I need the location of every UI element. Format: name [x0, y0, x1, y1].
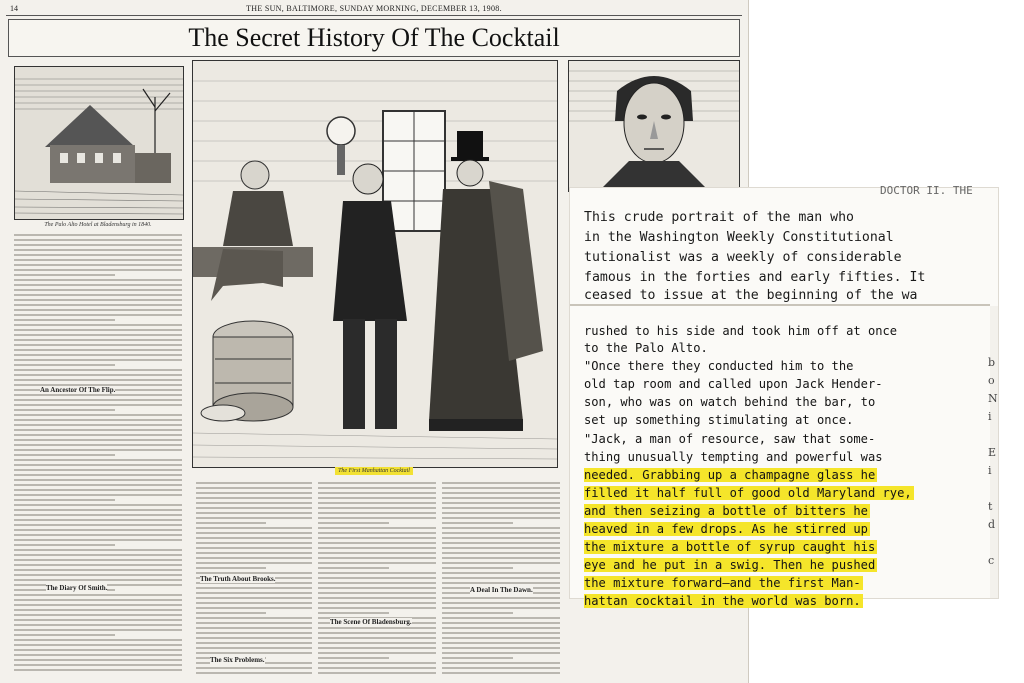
body-text-line — [442, 647, 560, 649]
lower-line-12-highlighted: heaved in a few drops. As he stirred up — [584, 522, 868, 536]
body-text-line — [196, 482, 312, 484]
body-text-line — [442, 582, 560, 584]
text-column-4 — [442, 482, 560, 677]
body-text-line — [14, 359, 182, 361]
text-column-1 — [14, 234, 182, 674]
body-text-line — [14, 454, 115, 456]
lower-line-14-highlighted: eye and he put in a swig. Then he pushed — [584, 558, 876, 572]
adjacent-letter: b — [988, 356, 996, 369]
body-text-line — [318, 547, 436, 549]
body-text-line — [442, 517, 560, 519]
body-text-line — [318, 642, 436, 644]
body-text-line — [196, 492, 312, 494]
body-text-line — [14, 504, 182, 506]
adjacent-letter: d — [988, 518, 996, 531]
body-text-line — [196, 562, 312, 564]
body-text-line — [14, 534, 182, 536]
body-text-line — [442, 502, 560, 504]
body-text-line — [14, 509, 182, 511]
subhead-ancestor: An Ancestor Of The Flip. — [40, 386, 116, 394]
body-text-line — [442, 507, 560, 509]
cocktail-caption: The First Manhattan Cocktail — [338, 468, 410, 474]
body-text-line — [14, 629, 182, 631]
body-text-line — [196, 522, 266, 524]
body-text-line — [14, 559, 182, 561]
body-text-line — [14, 379, 182, 381]
body-text-line — [442, 527, 560, 529]
body-text-line — [442, 487, 560, 489]
body-text-line — [442, 637, 560, 639]
body-text-line — [442, 632, 560, 634]
body-text-line — [318, 612, 389, 614]
upper-line-4: famous in the forties and early fifties. It — [584, 270, 926, 285]
body-text-line — [318, 632, 436, 634]
adjacent-letter: E — [988, 446, 997, 459]
body-text-line — [14, 399, 182, 401]
body-text-line — [196, 547, 312, 549]
subhead-scene: The Scene Of Bladensburg. — [330, 618, 412, 626]
lower-line-11-highlighted: and then seizing a bottle of bitters he — [584, 504, 868, 518]
body-text-line — [318, 552, 436, 554]
body-text-line — [14, 644, 182, 646]
body-text-line — [442, 562, 560, 564]
body-text-line — [14, 549, 182, 551]
body-text-line — [318, 542, 436, 544]
body-text-line — [196, 502, 312, 504]
body-text-line — [14, 254, 182, 256]
body-text-line — [196, 612, 266, 614]
body-text-line — [14, 334, 182, 336]
body-text-line — [442, 672, 560, 674]
body-text-line — [14, 284, 182, 286]
hotel-illustration — [14, 66, 184, 220]
body-text-line — [442, 577, 560, 579]
body-text-line — [14, 339, 182, 341]
body-text-line — [196, 512, 312, 514]
adjacent-letter: o — [988, 374, 995, 387]
body-text-line — [318, 627, 436, 629]
column-1-text — [14, 234, 182, 671]
body-text-line — [318, 567, 389, 569]
body-text-line — [318, 497, 436, 499]
body-text-line — [14, 624, 182, 626]
body-text-line — [14, 484, 182, 486]
clipping-partial-top: DOCTOR II. THE — [880, 184, 973, 197]
body-text-line — [442, 642, 560, 644]
body-text-line — [442, 557, 560, 559]
body-text-line — [14, 479, 182, 481]
body-text-line — [14, 554, 182, 556]
body-text-line — [318, 667, 436, 669]
upper-line-2: in the Washington Weekly Constitutional — [584, 230, 894, 245]
body-text-line — [14, 309, 182, 311]
body-text-line — [14, 424, 182, 426]
body-text-line — [196, 567, 266, 569]
clipping-upper-block — [570, 184, 998, 308]
body-text-line — [196, 527, 312, 529]
lower-line-15-highlighted: the mixture forward—and the first Man- — [584, 576, 861, 590]
body-text-line — [14, 354, 182, 356]
portrait-illustration — [568, 60, 740, 192]
article-title: The Secret History Of The Cocktail — [188, 23, 560, 52]
hotel-caption: The Palo Alto Hotel at Bladensburg in 1840. — [44, 222, 152, 228]
body-text-line — [318, 507, 436, 509]
body-text-line — [196, 487, 312, 489]
lower-line-10-highlighted: filled it half full of good old Maryland rye, — [584, 486, 912, 500]
body-text-line — [318, 647, 436, 649]
body-text-line — [318, 582, 436, 584]
column-3-text — [318, 482, 436, 674]
body-text-line — [318, 527, 436, 529]
body-text-line — [442, 567, 513, 569]
body-text-line — [442, 482, 560, 484]
adjacent-letter: i — [988, 464, 992, 477]
body-text-line — [442, 537, 560, 539]
body-text-line — [14, 244, 182, 246]
body-text-line — [14, 329, 182, 331]
lower-line-3: "Once there they conducted him to the — [584, 359, 854, 373]
body-text-line — [442, 602, 560, 604]
body-text-line — [14, 264, 182, 266]
body-text-line — [318, 607, 436, 609]
lower-line-6: set up something stimulating at once. — [584, 413, 854, 427]
masthead-line: THE SUN, BALTIMORE, SUNDAY MORNING, DECEMBER 13, 1908. — [246, 4, 502, 13]
upper-line-1: This crude portrait of the man who — [584, 210, 854, 225]
body-text-line — [14, 344, 182, 346]
body-text-line — [196, 517, 312, 519]
body-text-line — [318, 577, 436, 579]
body-text-line — [442, 492, 560, 494]
body-text-line — [318, 537, 436, 539]
body-text-line — [14, 634, 115, 636]
body-text-line — [14, 664, 182, 666]
subhead-truth: The Truth About Brooks. — [200, 575, 276, 583]
body-text-line — [442, 607, 560, 609]
body-text-line — [196, 632, 312, 634]
adjacent-letter: i — [988, 410, 992, 423]
body-text-line — [318, 657, 389, 659]
body-text-line — [196, 607, 312, 609]
body-text-line — [196, 647, 312, 649]
body-text-line — [318, 672, 436, 674]
body-text-line — [442, 532, 560, 534]
body-text-line — [14, 649, 182, 651]
adjacent-letter: t — [988, 500, 993, 513]
body-text-line — [318, 502, 436, 504]
body-text-line — [14, 494, 182, 496]
body-text-line — [14, 529, 182, 531]
body-text-line — [196, 602, 312, 604]
column-4-text — [442, 482, 560, 674]
body-text-line — [196, 537, 312, 539]
clipping-lower-block — [570, 306, 993, 608]
body-text-line — [14, 274, 115, 276]
body-text-line — [14, 474, 182, 476]
body-text-line — [14, 604, 182, 606]
body-text-line — [14, 234, 182, 236]
lower-line-4: old tap room and called upon Jack Hender- — [584, 377, 883, 391]
body-text-line — [196, 652, 312, 654]
lower-line-1: rushed to his side and took him off at once — [584, 324, 898, 338]
body-text-line — [14, 429, 182, 431]
page-number: 14 — [10, 4, 18, 13]
article-banner — [8, 19, 740, 57]
body-text-line — [14, 404, 182, 406]
body-text-line — [14, 304, 182, 306]
body-text-line — [442, 612, 513, 614]
body-text-line — [196, 627, 312, 629]
body-text-line — [14, 519, 182, 521]
body-text-line — [196, 597, 312, 599]
body-text-line — [196, 572, 312, 574]
body-text-line — [196, 532, 312, 534]
lower-line-8: thing unusually tempting and powerful was — [584, 450, 883, 464]
body-text-line — [196, 557, 312, 559]
body-text-line — [14, 269, 182, 271]
body-text-line — [14, 299, 182, 301]
body-text-line — [196, 667, 312, 669]
body-text-line — [318, 597, 436, 599]
hotel-drawing — [15, 67, 183, 219]
body-text-line — [14, 469, 182, 471]
body-text-line — [14, 669, 182, 671]
body-text-line — [14, 279, 182, 281]
body-text-line — [196, 617, 312, 619]
body-text-line — [14, 369, 182, 371]
body-text-line — [318, 522, 389, 524]
body-text-line — [318, 602, 436, 604]
body-text-line — [14, 419, 182, 421]
body-text-line — [14, 659, 182, 661]
body-text-line — [14, 609, 182, 611]
body-text-line — [196, 497, 312, 499]
body-text-line — [442, 627, 560, 629]
body-text-line — [14, 619, 182, 621]
body-text-line — [14, 599, 182, 601]
body-text-line — [14, 364, 115, 366]
body-text-line — [14, 434, 182, 436]
body-text-line — [318, 572, 436, 574]
upper-line-5: ceased to issue at the beginning of the wa — [584, 288, 918, 303]
body-text-line — [14, 514, 182, 516]
body-text-line — [14, 439, 182, 441]
upper-line-3: tutionalist was a weekly of considerable — [584, 250, 902, 265]
body-text-line — [196, 592, 312, 594]
body-text-line — [196, 637, 312, 639]
subhead-dawn: A Deal In The Dawn. — [470, 586, 533, 594]
body-text-line — [14, 319, 115, 321]
body-text-line — [196, 542, 312, 544]
body-text-line — [318, 592, 436, 594]
body-text-line — [14, 239, 182, 241]
body-text-line — [442, 622, 560, 624]
text-column-3 — [318, 482, 436, 677]
body-text-line — [14, 594, 182, 596]
body-text-line — [14, 449, 182, 451]
lower-line-9-highlighted: needed. Grabbing up a champagne glass he — [584, 468, 876, 482]
body-text-line — [14, 314, 182, 316]
body-text-line — [14, 614, 182, 616]
body-text-line — [14, 579, 182, 581]
body-text-line — [14, 654, 182, 656]
body-text-line — [196, 507, 312, 509]
body-text-line — [442, 662, 560, 664]
body-text-line — [196, 587, 312, 589]
body-text-line — [318, 562, 436, 564]
body-text-line — [318, 557, 436, 559]
body-text-line — [442, 597, 560, 599]
zoomed-clipping — [570, 184, 998, 608]
adjacent-letter: c — [988, 554, 995, 567]
body-text-line — [14, 459, 182, 461]
body-text-line — [442, 617, 560, 619]
body-text-line — [318, 662, 436, 664]
adjacent-letter: N — [988, 392, 998, 405]
lower-line-2: to the Palo Alto. — [584, 341, 708, 355]
bar-scene-drawing — [193, 61, 557, 467]
body-text-line — [14, 524, 182, 526]
body-text-line — [14, 544, 115, 546]
body-text-line — [318, 482, 436, 484]
lower-line-13-highlighted: the mixture a bottle of syrup caught his — [584, 540, 876, 554]
body-text-line — [442, 657, 513, 659]
body-text-line — [318, 637, 436, 639]
body-text-line — [196, 672, 312, 674]
subhead-diary: The Diary Of Smith. — [46, 584, 108, 592]
body-text-line — [14, 374, 182, 376]
body-text-line — [196, 622, 312, 624]
body-text-line — [318, 652, 436, 654]
body-text-line — [14, 444, 182, 446]
body-text-line — [14, 574, 182, 576]
body-text-line — [196, 642, 312, 644]
body-text-line — [318, 587, 436, 589]
body-text-line — [442, 512, 560, 514]
body-text-line — [442, 552, 560, 554]
body-text-line — [14, 324, 182, 326]
body-text-line — [196, 552, 312, 554]
lower-line-5: son, who was on watch behind the bar, to — [584, 395, 876, 409]
subhead-six: The Six Problems. — [210, 656, 265, 664]
masthead — [6, 3, 742, 16]
cocktail-illustration — [192, 60, 558, 468]
body-text-line — [14, 489, 182, 491]
body-text-line — [14, 539, 182, 541]
body-text-line — [442, 572, 560, 574]
portrait-drawing — [569, 61, 739, 191]
body-text-line — [442, 652, 560, 654]
body-text-line — [442, 547, 560, 549]
body-text-line — [14, 259, 182, 261]
body-text-line — [14, 464, 182, 466]
body-text-line — [442, 522, 513, 524]
body-text-line — [318, 517, 436, 519]
body-text-line — [14, 294, 182, 296]
body-text-line — [14, 564, 182, 566]
body-text-line — [318, 492, 436, 494]
body-text-line — [318, 532, 436, 534]
body-text-line — [14, 569, 182, 571]
body-text-line — [14, 394, 182, 396]
body-text-line — [14, 249, 182, 251]
body-text-line — [14, 289, 182, 291]
body-text-line — [442, 497, 560, 499]
lower-line-7: "Jack, a man of resource, saw that some- — [584, 432, 876, 446]
body-text-line — [14, 639, 182, 641]
body-text-line — [14, 414, 182, 416]
body-text-line — [14, 409, 115, 411]
body-text-line — [14, 499, 115, 501]
body-text-line — [442, 667, 560, 669]
lower-line-16-highlighted: hattan cocktail in the world was born. — [584, 594, 861, 608]
body-text-line — [318, 512, 436, 514]
body-text-line — [14, 349, 182, 351]
body-text-line — [442, 542, 560, 544]
body-text-line — [318, 487, 436, 489]
